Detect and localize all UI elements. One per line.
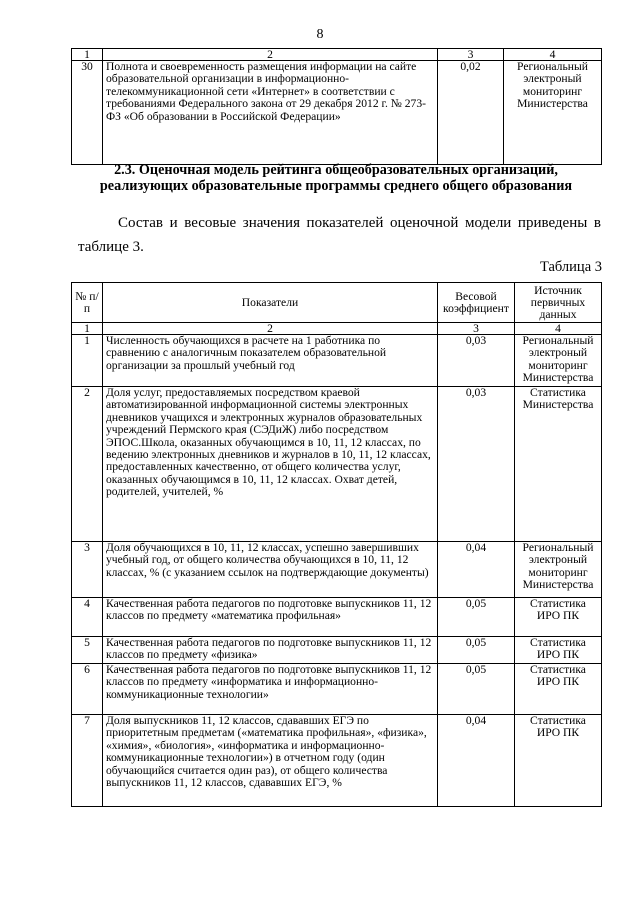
header-number: № п/п [72, 283, 103, 323]
indicator-text: Численность обучающихся в расчете на 1 работника по сравнению с аналогичным показателем образовательной организации за прошлый учебный год [103, 335, 438, 387]
header-indicator: Показатели [103, 283, 438, 323]
weight-coefficient: 0,05 [438, 598, 515, 637]
row-number: 30 [72, 61, 103, 165]
row-number: 4 [72, 598, 103, 637]
column-number: 1 [72, 323, 103, 335]
body-paragraph: Состав и весовые значения показателей оценочной модели приведены в таблице 3. [78, 215, 601, 255]
data-source: Статистика ИРО ПК [515, 598, 602, 637]
indicator-text: Доля выпускников 11, 12 классов, сдававших ЕГЭ по приоритетным предметам («математика профильная», «физика», «химия», «биология», «информатика и информационно-коммуникационные технологии») в отчетном году (один обучающийся считается один раз), от общего количества выпускников 11, 12 классов, сдававших ЕГЭ, % [103, 715, 438, 807]
row-number: 1 [72, 335, 103, 387]
row-number: 3 [72, 542, 103, 598]
table-row [72, 715, 602, 807]
weight-coefficient: 0,03 [438, 387, 515, 542]
indicator-text: Доля услуг, предоставляемых посредством краевой автоматизированной информационной системы электронных дневников учащихся и электронных журналов образовательных учреждений Пермского края (СЭДиЖ) либо посредством ЭПОС.Школа, оказанных обучающимся в 10, 11, 12 классах, по ведению электронных дневников и журналов в 10, 11, 12 классах, предоставленных качественно, от общего количества услуг, оказанных обучающимся в 10, 11, 12 классах. Охват детей, родителей, учителей, % [103, 387, 438, 542]
row-number: 6 [72, 664, 103, 715]
header-source: Источник первичных данных [515, 283, 602, 323]
data-source: Статистика ИРО ПК [515, 664, 602, 715]
column-number: 1 [72, 49, 103, 61]
data-source: Статистика ИРО ПК [515, 637, 602, 664]
weight-coefficient: 0,04 [438, 715, 515, 807]
column-number-row [72, 49, 602, 61]
data-source: Региональный электроный мониторинг Министерства [515, 335, 602, 387]
weight-coefficient: 0,05 [438, 664, 515, 715]
table-row [72, 542, 602, 598]
table-previous-continuation [71, 48, 602, 165]
weight-coefficient: 0,04 [438, 542, 515, 598]
data-source: Региональный электроный мониторинг Министерства [515, 542, 602, 598]
data-source: Статистика Министерства [515, 387, 602, 542]
column-number: 2 [103, 49, 438, 61]
weight-coefficient: 0,05 [438, 637, 515, 664]
indicator-text: Доля обучающихся в 10, 11, 12 классах, успешно завершивших учебный год, от общего количества обучающихся в 10, 11, 12 классах, % (с указанием ссылок на подтверждающие документы) [103, 542, 438, 598]
column-number: 3 [438, 49, 504, 61]
indicator-text: Полнота и своевременность размещения информации на сайте образовательной организации в информационно-телекоммуникационной сети «Интернет» в соответствии с требованиями Федерального закона от 29 декабря 2012 г. № 273-ФЗ «Об образовании в Российской Федерации» [103, 61, 438, 165]
row-number: 2 [72, 387, 103, 542]
header-coefficient: Весовой коэффициент [438, 283, 515, 323]
table-row [72, 387, 602, 542]
column-number: 3 [438, 323, 515, 335]
section-title: 2.3. Оценочная модель рейтинга общеобразовательных организаций, реализующих образовательные программы среднего общего образования [99, 162, 573, 194]
page-number: 8 [316, 27, 324, 42]
column-number: 2 [103, 323, 438, 335]
table-row [72, 335, 602, 387]
weight-coefficient: 0,02 [438, 61, 504, 165]
row-number: 5 [72, 637, 103, 664]
table-row [72, 61, 602, 165]
indicators-table [71, 282, 602, 807]
column-number: 4 [504, 49, 602, 61]
weight-coefficient: 0,03 [438, 335, 515, 387]
row-number: 7 [72, 715, 103, 807]
indicator-text: Качественная работа педагогов по подготовке выпускников 11, 12 классов по предмету «информатика и информационно-коммуникационные технологии» [103, 664, 438, 715]
column-number-row [72, 323, 602, 335]
indicator-text: Качественная работа педагогов по подготовке выпускников 11, 12 классов по предмету «физика» [103, 637, 438, 664]
data-source: Региональный электроный мониторинг Министерства [504, 61, 602, 165]
table-caption: Таблица 3 [539, 259, 602, 275]
table-header-row [72, 283, 602, 323]
table-row [72, 598, 602, 637]
table-row [72, 664, 602, 715]
indicator-text: Качественная работа педагогов по подготовке выпускников 11, 12 классов по предмету «математика профильная» [103, 598, 438, 637]
table-row [72, 637, 602, 664]
data-source: Статистика ИРО ПК [515, 715, 602, 807]
column-number: 4 [515, 323, 602, 335]
